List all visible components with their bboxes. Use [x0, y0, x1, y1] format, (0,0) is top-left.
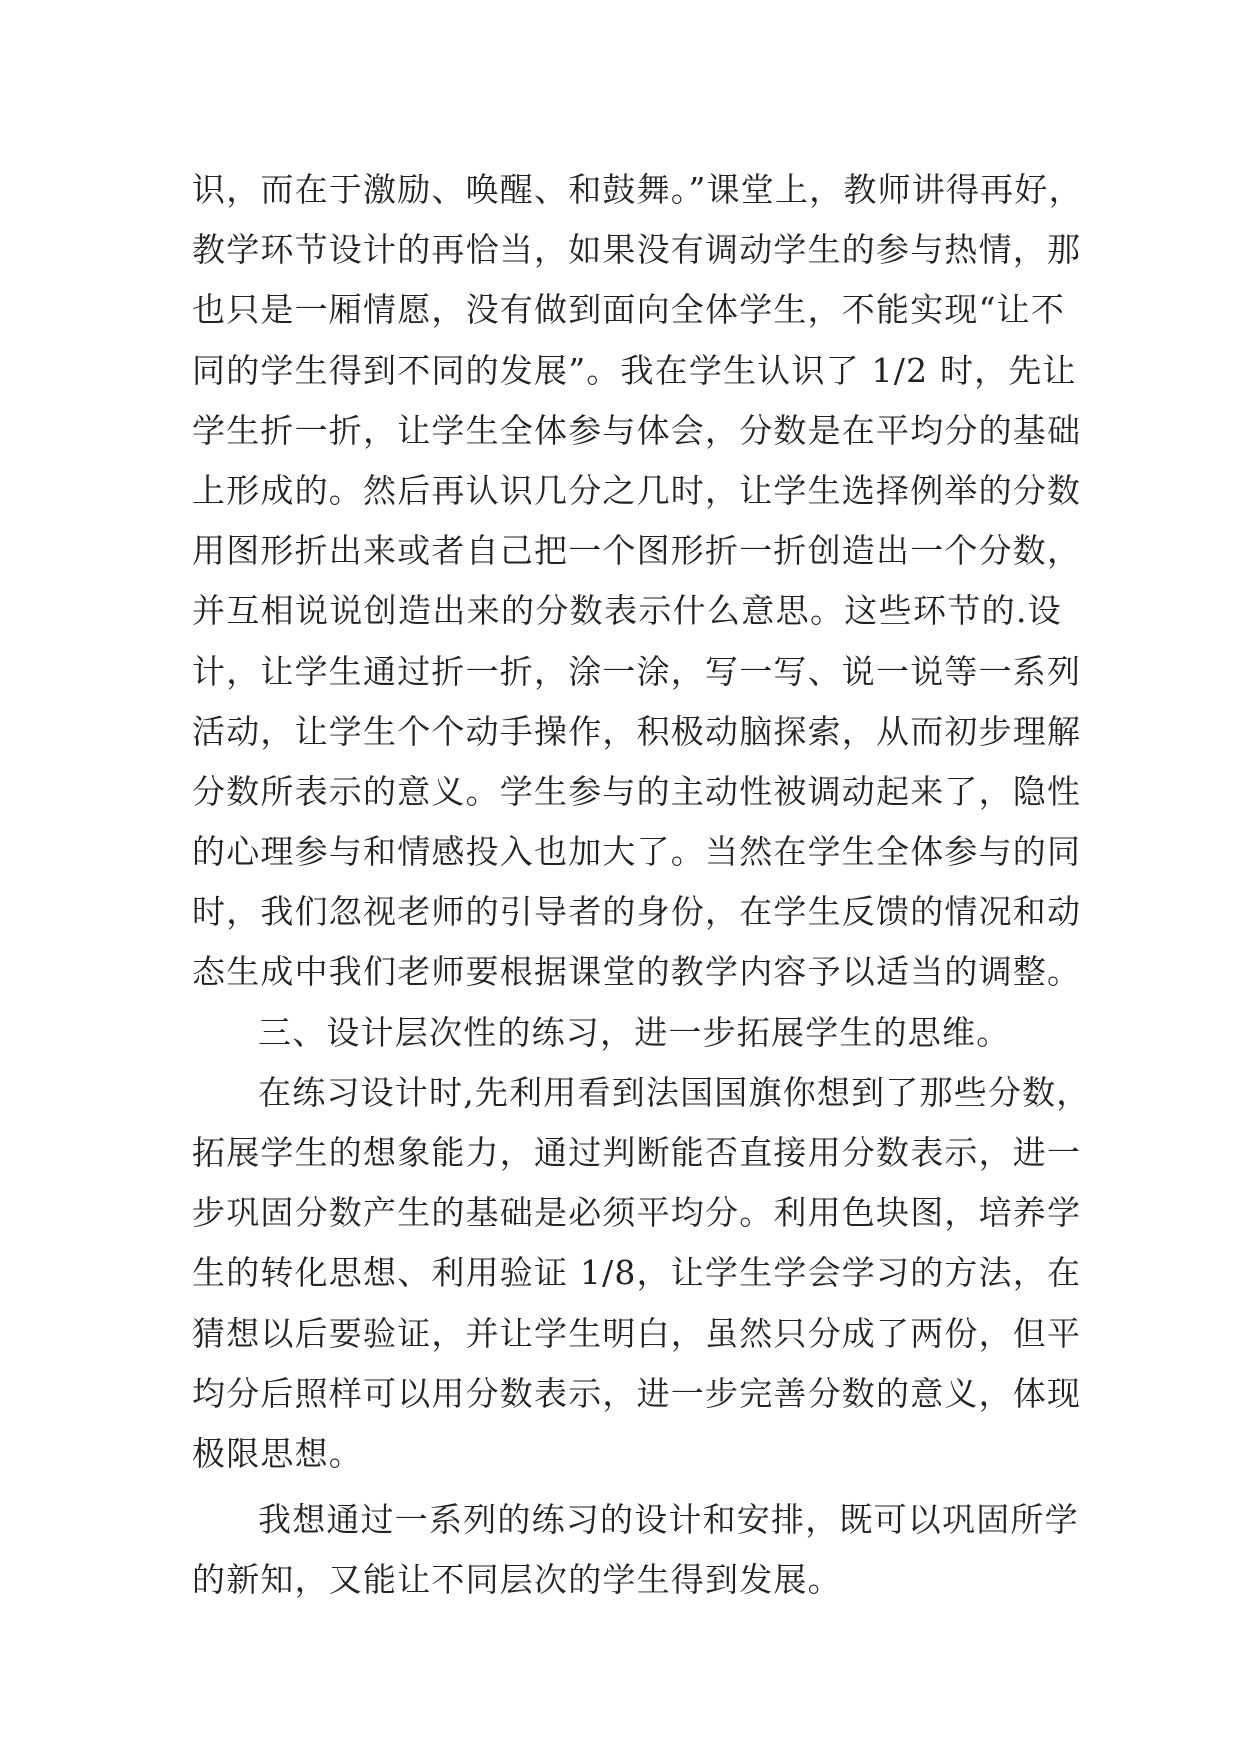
text-line: 学生折一折，让学生全体参与体会，分数是在平均分的基础 [192, 410, 1082, 450]
text-line: 我想通过一系列的练习的设计和安排，既可以巩固所学 [258, 1500, 1079, 1540]
text-line: 生的转化思想、利用验证 1/8，让学生学会学习的方法，在 [192, 1253, 1082, 1293]
text-line: 在练习设计时,先利用看到法国国旗你想到了那些分数， [258, 1072, 1091, 1112]
text-line: 步巩固分数产生的基础是必须平均分。利用色块图，培养学 [192, 1193, 1082, 1233]
text-line: 用图形折出来或者自己把一个图形折一折创造出一个分数， [192, 531, 1082, 571]
text-line: 的新知，又能让不同层次的学生得到发展。 [192, 1560, 842, 1600]
text-line: 计，让学生通过折一折，涂一涂，写一写、说一说等一系列 [192, 651, 1082, 691]
text-line: 的心理参与和情感投入也加大了。当然在学生全体参与的同 [192, 832, 1082, 872]
text-line: 分数所表示的意义。学生参与的主动性被调动起来了，隐性 [192, 771, 1082, 811]
text-line: 极限思想。 [192, 1433, 363, 1473]
text-line: 均分后照样可以用分数表示，进一步完善分数的意义，体现 [192, 1373, 1082, 1413]
text-line: 识，而在于激励、唤醒、和鼓舞。”课堂上，教师讲得再好， [192, 170, 1083, 209]
text-line: 时，我们忽视老师的引导者的身份，在学生反馈的情况和动 [192, 892, 1082, 932]
text-line: 上形成的。然后再认识几分之几时，让学生选择例举的分数 [192, 470, 1082, 510]
text-line: 教学环节设计的再恰当，如果没有调动学生的参与热情，那 [192, 230, 1082, 270]
text-line: 活动，让学生个个动手操作，积极动脑探索，从而初步理解 [192, 711, 1082, 751]
text-line: 猜想以后要验证，并让学生明白，虽然只分成了两份，但平 [192, 1313, 1082, 1353]
text-line: 也只是一厢情愿，没有做到面向全体学生，不能实现“让不 [192, 290, 1066, 330]
section-heading: 三、设计层次性的练习，进一步拓展学生的思维。 [258, 1012, 1011, 1052]
document-body [192, 160, 1091, 1611]
text-line: 态生成中我们老师要根据课堂的教学内容予以适当的调整。 [192, 952, 1082, 992]
text-line: 并互相说说创造出来的分数表示什么意思。这些环节的.设 [192, 591, 1062, 631]
text-line: 拓展学生的想象能力，通过判断能否直接用分数表示，进一 [192, 1133, 1082, 1172]
text-line: 同的学生得到不同的发展”。我在学生认识了 1/2 时，先让 [192, 350, 1077, 390]
